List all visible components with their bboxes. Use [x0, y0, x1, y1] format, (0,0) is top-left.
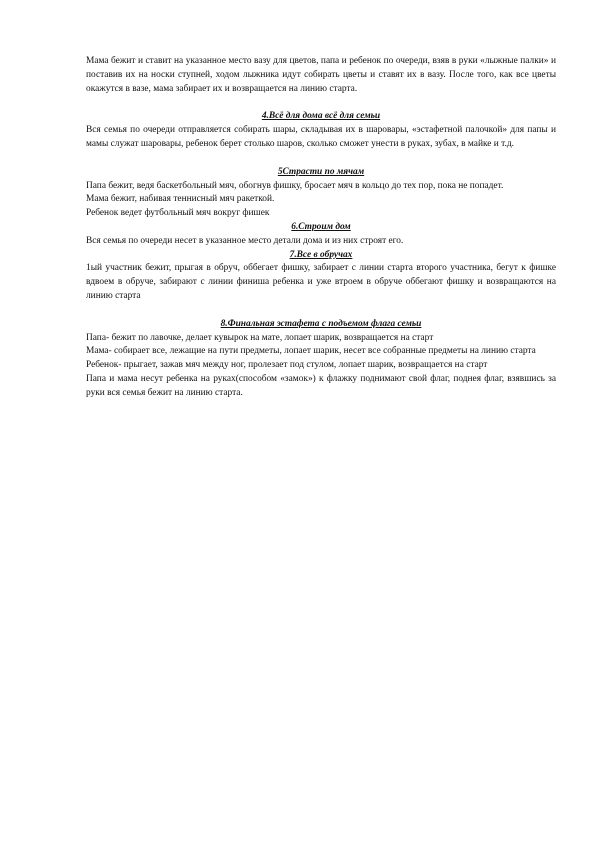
section-paragraph: Папа- бежит по лавочке, делает кувырок на мате, лопает шарик, возвращается на старт — [86, 332, 434, 343]
section-8 — [86, 318, 556, 401]
section-paragraph: Папа бежит, ведя баскетбольный мяч, обогнув фишку, бросает мяч в кольцо до тех пор, пока не попадет. — [86, 180, 504, 191]
section-6 — [86, 221, 556, 249]
section-paragraph: Вся семья по очереди несет в указанное место детали дома и из них строят его. — [86, 235, 404, 246]
section-heading: 7.Все в обручах — [289, 249, 353, 260]
section-heading: 8.Финальная эстафета с подъемом флага семьи — [220, 318, 422, 329]
section-paragraph: Вся семья по очереди отправляется собирать шары, складывая их в шаровары, «эстафетной палочкой» для папы и мамы служат шаровары, ребенок берет столько шаров, сколько сможет унести в руках, зубах, в майке и т.д. — [86, 125, 556, 149]
section-paragraph: Ребенок ведет футбольный мяч вокруг фишек — [86, 208, 270, 219]
intro-paragraph: Мама бежит и ставит на указанное место вазу для цветов, папа и ребенок по очереди, взяв в руки «лыжные палки» и поставив их на носки ступней, ходом лыжника идут собирать цветы и ставят их в вазу. После того, как все цветы окажутся в вазе, мама забирает их и возвращается на линию старта. — [86, 56, 556, 94]
section-paragraph: Мама- собирает все, лежащие на пути предметы, лопает шарик, несет все собранные предметы на линию старта — [86, 346, 536, 357]
section-heading: 4.Всё для дома всё для семьи — [261, 111, 381, 122]
section-heading: 5Страсти по мячам — [277, 166, 365, 177]
section-paragraph: 1ый участник бежит, прыгая в обруч, оббегает фишку, забирает с линии старта второго участника, бегут к фишке вдвоем в обруче, забирают с линии финиша ребенка и уже втроем в обруче оббегают фишку и возвращаются на линию старта — [86, 263, 556, 301]
section-paragraph: Ребенок- прыгает, зажав мяч между ног, пролезает под стулом, лопает шарик, возвращается на старт — [86, 360, 488, 371]
section-heading: 6.Строим дом — [291, 221, 351, 232]
section-7 — [86, 249, 556, 304]
section-4 — [86, 110, 556, 151]
section-5 — [86, 166, 556, 221]
section-paragraph: Папа и мама несут ребенка на руках(способом «замок») к флажку поднимают свой флаг, поднея флаг, взявшись за руки вся семья бежит на линию старта. — [86, 373, 556, 398]
document-body — [86, 55, 556, 401]
section-paragraph: Мама бежит, набивая теннисный мяч ракеткой. — [86, 194, 275, 205]
